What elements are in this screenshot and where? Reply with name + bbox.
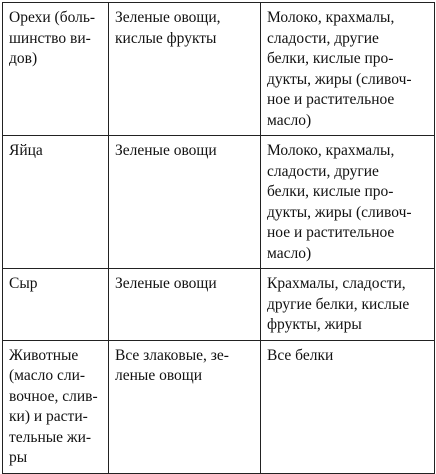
incompatible-cell: Молоко, крахмалы, сладости, другие белки, кислые про- дукты, жиры (сливоч- ное и растительное масло) (261, 136, 435, 269)
compatible-cell: Зеленые овощи (109, 269, 261, 341)
compatible-cell: Зеленые овощи, кислые фрукты (109, 3, 261, 136)
food-cell: Яйца (3, 136, 109, 269)
table-row (3, 269, 435, 341)
incompatible-cell: Молоко, крахмалы, сладости, другие белки, кислые про- дукты, жиры (сливоч- ное и растительное масло) (261, 3, 435, 136)
food-cell: Сыр (3, 269, 109, 341)
food-cell: Животные (масло сли- вочное, слив- ки) и расти- тельные жи- ры (3, 340, 109, 473)
compatible-cell: Зеленые овощи (109, 136, 261, 269)
compatible-cell: Все злаковые, зе- леные овощи (109, 340, 261, 473)
table-row (3, 136, 435, 269)
food-cell: Орехи (боль- шинство ви- дов) (3, 3, 109, 136)
table-row (3, 340, 435, 473)
food-compatibility-table (2, 2, 435, 474)
table-row (3, 3, 435, 136)
incompatible-cell: Крахмалы, сладости, другие белки, кислые фрукты, жиры (261, 269, 435, 341)
incompatible-cell: Все белки (261, 340, 435, 473)
